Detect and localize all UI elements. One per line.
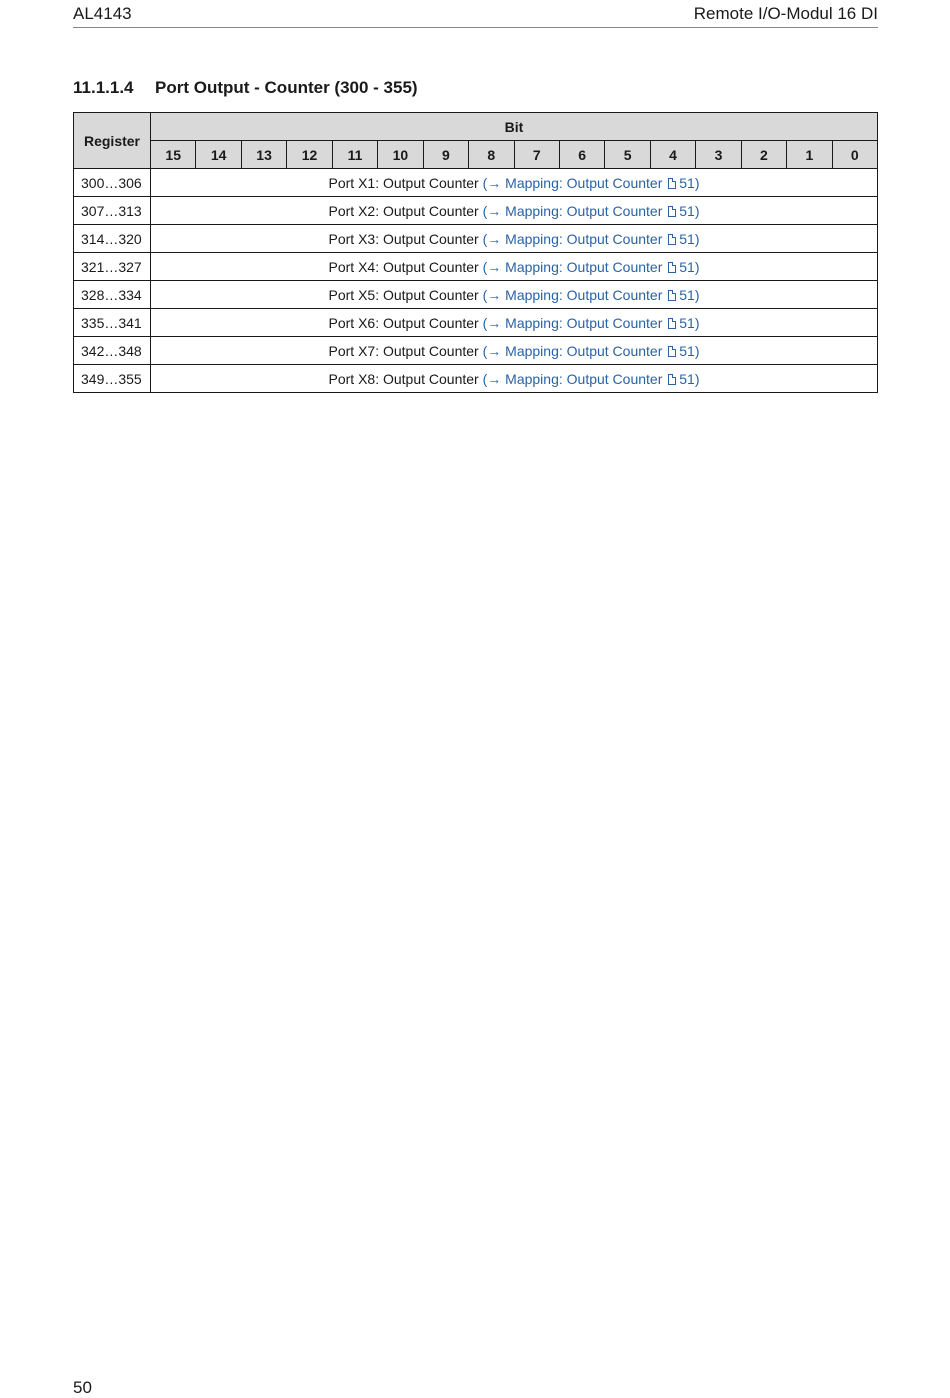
table-row bbox=[74, 169, 878, 197]
bit-header-14: 14 bbox=[196, 141, 241, 169]
table-row bbox=[74, 337, 878, 365]
bit-header-6: 6 bbox=[559, 141, 604, 169]
page-reference: 51) bbox=[679, 230, 700, 247]
section-number: 11.1.1.4 bbox=[73, 78, 134, 97]
arrow-right-icon: → bbox=[487, 258, 502, 275]
register-description bbox=[151, 337, 878, 365]
arrow-right-icon: → bbox=[487, 202, 502, 219]
bit-header-3: 3 bbox=[696, 141, 741, 169]
register-description bbox=[151, 225, 878, 253]
description-text: Port X3: Output Counter bbox=[328, 230, 483, 247]
mapping-link[interactable] bbox=[483, 315, 700, 331]
bit-header-10: 10 bbox=[378, 141, 423, 169]
mapping-link[interactable] bbox=[483, 175, 700, 191]
document-icon bbox=[668, 206, 676, 217]
page-reference: 51) bbox=[679, 286, 700, 303]
page-reference: 51) bbox=[679, 202, 700, 219]
link-open-paren: ( bbox=[482, 202, 488, 219]
document-icon bbox=[668, 262, 676, 273]
link-text: Mapping: Output Counter bbox=[501, 230, 667, 247]
link-text: Mapping: Output Counter bbox=[501, 202, 667, 219]
description-text: Port X7: Output Counter bbox=[328, 342, 483, 359]
link-text: Mapping: Output Counter bbox=[501, 174, 667, 191]
register-description bbox=[151, 281, 878, 309]
page-reference: 51) bbox=[679, 174, 700, 191]
register-range: 307…313 bbox=[74, 197, 151, 225]
table-row bbox=[74, 197, 878, 225]
table-row bbox=[74, 225, 878, 253]
document-icon bbox=[668, 290, 676, 301]
arrow-right-icon: → bbox=[487, 286, 502, 303]
bit-header-1: 1 bbox=[787, 141, 832, 169]
arrow-right-icon: → bbox=[487, 370, 502, 387]
bit-header-7: 7 bbox=[514, 141, 559, 169]
document-icon bbox=[668, 346, 676, 357]
page-reference: 51) bbox=[679, 370, 700, 387]
register-range: 321…327 bbox=[74, 253, 151, 281]
link-text: Mapping: Output Counter bbox=[501, 370, 667, 387]
description-text: Port X6: Output Counter bbox=[328, 314, 483, 331]
link-open-paren: ( bbox=[482, 314, 488, 331]
bit-header-2: 2 bbox=[741, 141, 786, 169]
description-text: Port X5: Output Counter bbox=[328, 286, 483, 303]
arrow-right-icon: → bbox=[487, 174, 502, 191]
link-text: Mapping: Output Counter bbox=[501, 342, 667, 359]
document-code: AL4143 bbox=[73, 4, 132, 23]
bit-number-row bbox=[74, 141, 878, 169]
link-open-paren: ( bbox=[482, 370, 488, 387]
link-open-paren: ( bbox=[482, 230, 488, 247]
link-text: Mapping: Output Counter bbox=[501, 258, 667, 275]
mapping-link[interactable] bbox=[483, 231, 700, 247]
mapping-link[interactable] bbox=[483, 259, 700, 275]
arrow-right-icon: → bbox=[487, 342, 502, 359]
bit-header-11: 11 bbox=[332, 141, 377, 169]
header-row-top bbox=[74, 113, 878, 141]
link-text: Mapping: Output Counter bbox=[501, 286, 667, 303]
register-range: 328…334 bbox=[74, 281, 151, 309]
mapping-link[interactable] bbox=[483, 343, 700, 359]
register-range: 314…320 bbox=[74, 225, 151, 253]
table-row bbox=[74, 281, 878, 309]
register-range: 349…355 bbox=[74, 365, 151, 393]
link-text: Mapping: Output Counter bbox=[501, 314, 667, 331]
bit-header-12: 12 bbox=[287, 141, 332, 169]
bit-header-13: 13 bbox=[241, 141, 286, 169]
mapping-link[interactable] bbox=[483, 203, 700, 219]
page-reference: 51) bbox=[679, 342, 700, 359]
register-table bbox=[73, 112, 878, 393]
document-icon bbox=[668, 234, 676, 245]
page-reference: 51) bbox=[679, 258, 700, 275]
table-body bbox=[74, 169, 878, 393]
bit-header-9: 9 bbox=[423, 141, 468, 169]
mapping-link[interactable] bbox=[483, 287, 700, 303]
description-text: Port X8: Output Counter bbox=[328, 370, 483, 387]
section-title: Port Output - Counter (300 - 355) bbox=[155, 78, 418, 97]
register-column-header: Register bbox=[74, 113, 151, 169]
document-icon bbox=[668, 318, 676, 329]
page-header bbox=[73, 4, 878, 28]
section-heading bbox=[73, 77, 418, 99]
description-text: Port X2: Output Counter bbox=[328, 202, 483, 219]
document-title: Remote I/O-Modul 16 DI bbox=[693, 4, 878, 23]
mapping-link[interactable] bbox=[483, 371, 700, 387]
page-reference: 51) bbox=[679, 314, 700, 331]
bit-header-8: 8 bbox=[469, 141, 514, 169]
register-range: 300…306 bbox=[74, 169, 151, 197]
bit-header-0: 0 bbox=[832, 141, 877, 169]
register-description bbox=[151, 309, 878, 337]
register-description bbox=[151, 365, 878, 393]
bit-header-15: 15 bbox=[151, 141, 196, 169]
arrow-right-icon: → bbox=[487, 230, 502, 247]
description-text: Port X4: Output Counter bbox=[328, 258, 483, 275]
document-icon bbox=[668, 374, 676, 385]
arrow-right-icon: → bbox=[487, 314, 502, 331]
table-row bbox=[74, 253, 878, 281]
register-description bbox=[151, 197, 878, 225]
link-open-paren: ( bbox=[482, 342, 488, 359]
register-description bbox=[151, 253, 878, 281]
description-text: Port X1: Output Counter bbox=[328, 174, 483, 191]
register-range: 335…341 bbox=[74, 309, 151, 337]
bit-header-5: 5 bbox=[605, 141, 650, 169]
link-open-paren: ( bbox=[482, 174, 488, 191]
table-row bbox=[74, 309, 878, 337]
register-range: 342…348 bbox=[74, 337, 151, 365]
bit-column-header: Bit bbox=[151, 113, 878, 141]
table-header bbox=[74, 113, 878, 169]
link-open-paren: ( bbox=[482, 258, 488, 275]
page-number: 50 bbox=[73, 1378, 92, 1397]
document-icon bbox=[668, 178, 676, 189]
table-row bbox=[74, 365, 878, 393]
bit-header-4: 4 bbox=[650, 141, 695, 169]
link-open-paren: ( bbox=[482, 286, 488, 303]
register-description bbox=[151, 169, 878, 197]
